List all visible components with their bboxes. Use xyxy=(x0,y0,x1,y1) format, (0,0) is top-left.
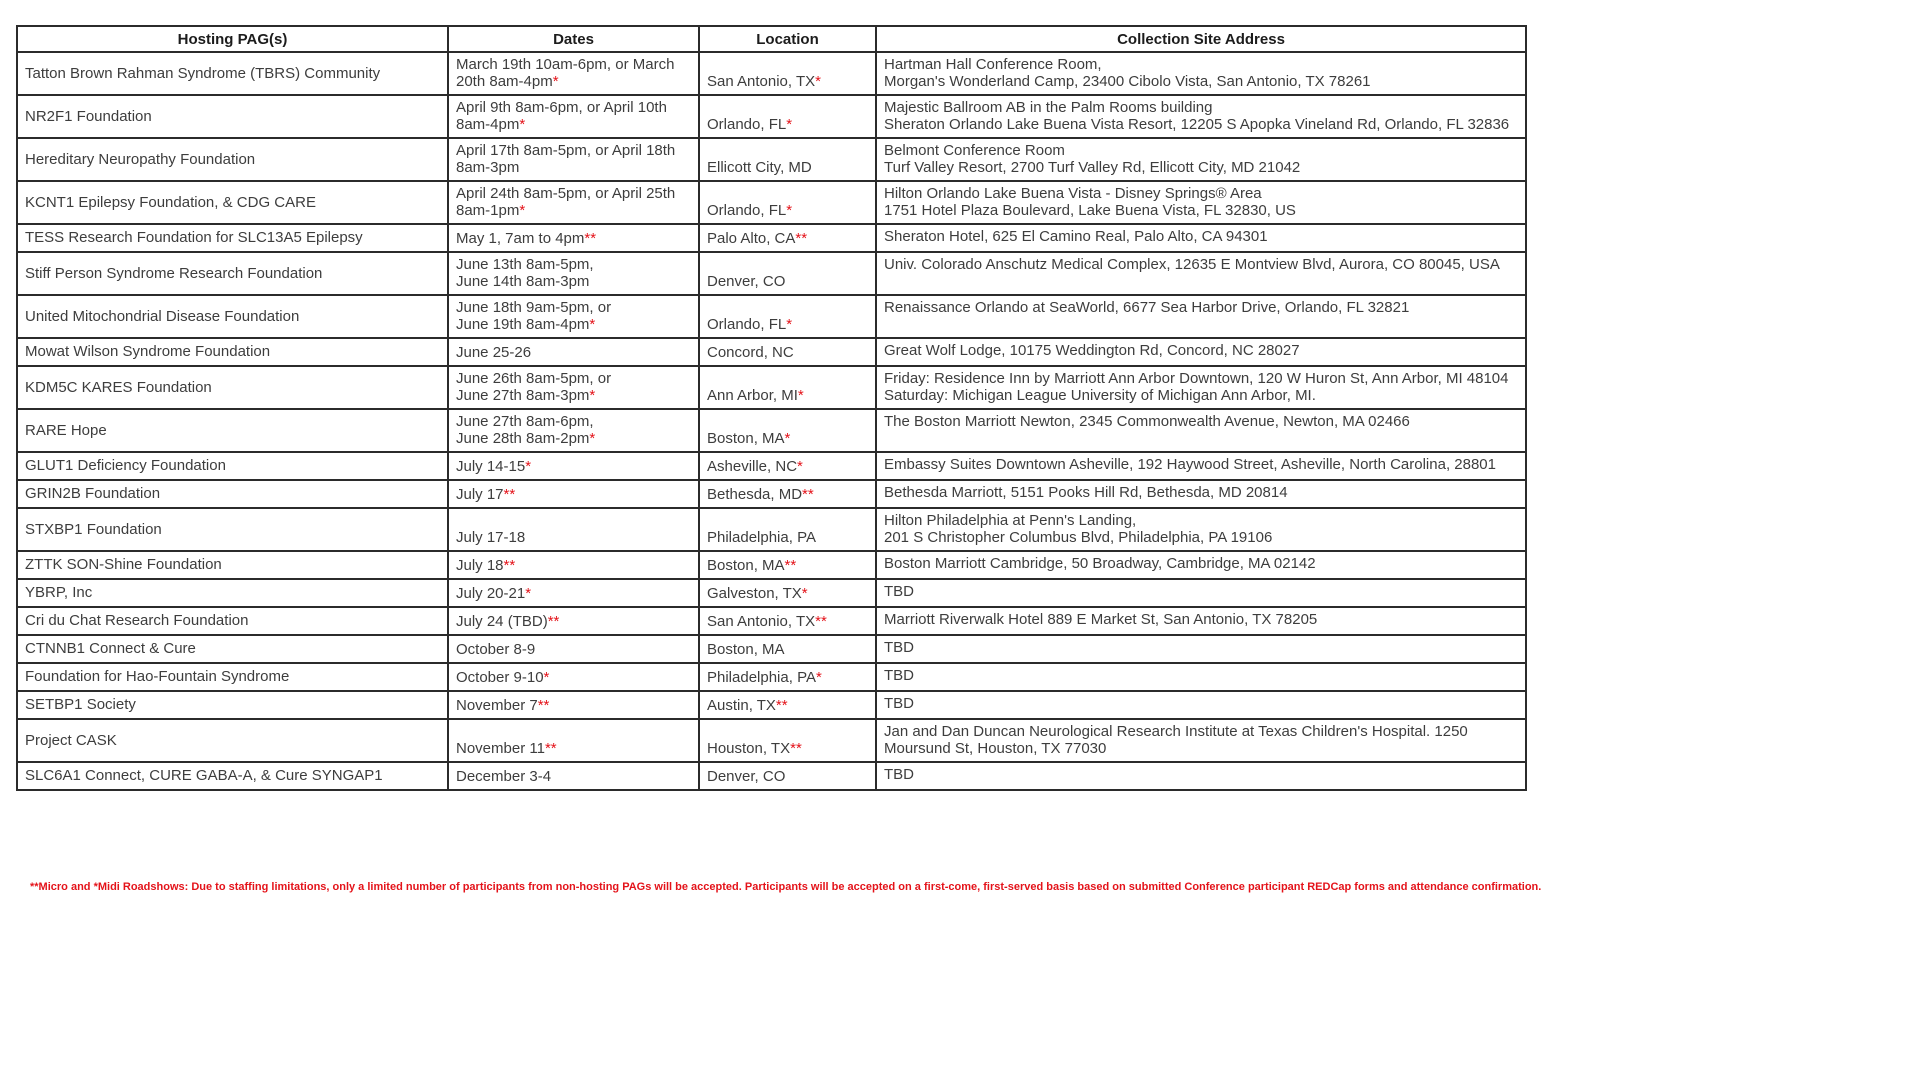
roadshow-type-asterisk: ** xyxy=(547,613,560,630)
cell-address: TBD xyxy=(876,579,1526,607)
roadshow-type-asterisk: * xyxy=(525,585,532,602)
cell-location: Denver, CO xyxy=(699,762,876,790)
roadshow-type-asterisk: ** xyxy=(775,697,788,714)
table-row xyxy=(17,138,1526,181)
table-row xyxy=(17,663,1526,691)
cell-address: Hilton Orlando Lake Buena Vista - Disney Springs® Area 1751 Hotel Plaza Boulevard, Lake Buena Vista, FL 32830, US xyxy=(876,181,1526,224)
cell-pag: SLC6A1 Connect, CURE GABA-A, & Cure SYNGAP1 xyxy=(17,762,448,790)
table-header-row xyxy=(17,26,1526,52)
cell-location: Asheville, NC* xyxy=(699,452,876,480)
table-row xyxy=(17,95,1526,138)
roadshow-type-asterisk: ** xyxy=(544,740,557,757)
cell-pag: KDM5C KARES Foundation xyxy=(17,366,448,409)
roadshow-type-asterisk: ** xyxy=(503,486,516,503)
table-row xyxy=(17,691,1526,719)
table-row xyxy=(17,480,1526,508)
roadshow-type-asterisk: * xyxy=(552,73,559,90)
column-header-location: Location xyxy=(699,26,876,52)
cell-pag: YBRP, Inc xyxy=(17,579,448,607)
cell-location: Orlando, FL* xyxy=(699,95,876,138)
cell-location: San Antonio, TX** xyxy=(699,607,876,635)
table-row xyxy=(17,579,1526,607)
cell-address: Hilton Philadelphia at Penn's Landing, 201 S Christopher Columbus Blvd, Philadelphia, PA 19106 xyxy=(876,508,1526,551)
table-row xyxy=(17,409,1526,452)
roadshow-type-asterisk: * xyxy=(525,458,532,475)
cell-dates: July 20-21* xyxy=(448,579,699,607)
roadshow-type-asterisk: ** xyxy=(503,557,516,574)
roadshow-table xyxy=(16,25,1527,791)
roadshow-type-asterisk: * xyxy=(801,585,808,602)
cell-location: Palo Alto, CA** xyxy=(699,224,876,252)
cell-address: Jan and Dan Duncan Neurological Research Institute at Texas Children's Hospital. 1250 Moursund St, Houston, TX 77030 xyxy=(876,719,1526,762)
roadshow-type-asterisk: * xyxy=(784,430,791,447)
table-row xyxy=(17,366,1526,409)
cell-address: Boston Marriott Cambridge, 50 Broadway, Cambridge, MA 02142 xyxy=(876,551,1526,579)
cell-pag: Stiff Person Syndrome Research Foundation xyxy=(17,252,448,295)
roadshow-type-asterisk: ** xyxy=(802,486,814,503)
cell-pag: Cri du Chat Research Foundation xyxy=(17,607,448,635)
cell-dates: July 17** xyxy=(448,480,699,508)
cell-pag: KCNT1 Epilepsy Foundation, & CDG CARE xyxy=(17,181,448,224)
cell-location: Ann Arbor, MI* xyxy=(699,366,876,409)
roadshow-table-body xyxy=(17,52,1526,790)
roadshow-type-asterisk: * xyxy=(797,458,803,475)
cell-address: TBD xyxy=(876,663,1526,691)
cell-address: Renaissance Orlando at SeaWorld, 6677 Sea Harbor Drive, Orlando, FL 32821 xyxy=(876,295,1526,338)
cell-dates: May 1, 7am to 4pm** xyxy=(448,224,699,252)
page xyxy=(0,25,1920,1080)
cell-address: Sheraton Hotel, 625 El Camino Real, Palo Alto, CA 94301 xyxy=(876,224,1526,252)
cell-pag: STXBP1 Foundation xyxy=(17,508,448,551)
roadshow-type-asterisk: ** xyxy=(815,613,827,630)
table-row xyxy=(17,295,1526,338)
column-header-dates: Dates xyxy=(448,26,699,52)
cell-location: Galveston, TX* xyxy=(699,579,876,607)
cell-address: Embassy Suites Downtown Asheville, 192 Haywood Street, Asheville, North Carolina, 28801 xyxy=(876,452,1526,480)
roadshow-type-asterisk: * xyxy=(543,669,550,686)
cell-address: TBD xyxy=(876,635,1526,663)
cell-dates: November 11** xyxy=(448,719,699,762)
cell-address: TBD xyxy=(876,762,1526,790)
cell-dates: July 14-15* xyxy=(448,452,699,480)
cell-pag: Hereditary Neuropathy Foundation xyxy=(17,138,448,181)
cell-pag: Tatton Brown Rahman Syndrome (TBRS) Community xyxy=(17,52,448,95)
cell-dates: November 7** xyxy=(448,691,699,719)
cell-pag: Foundation for Hao-Fountain Syndrome xyxy=(17,663,448,691)
roadshow-type-asterisk: * xyxy=(589,430,596,447)
cell-location: Denver, CO xyxy=(699,252,876,295)
cell-address: Belmont Conference Room Turf Valley Resort, 2700 Turf Valley Rd, Ellicott City, MD 21042 xyxy=(876,138,1526,181)
roadshow-type-asterisk: ** xyxy=(790,740,802,757)
cell-location: Austin, TX** xyxy=(699,691,876,719)
cell-dates: April 24th 8am-5pm, or April 25th 8am-1pm* xyxy=(448,181,699,224)
cell-pag: CTNNB1 Connect & Cure xyxy=(17,635,448,663)
table-row xyxy=(17,508,1526,551)
cell-dates: July 24 (TBD)** xyxy=(448,607,699,635)
cell-address: Hartman Hall Conference Room, Morgan's Wonderland Camp, 23400 Cibolo Vista, San Antonio, TX 78261 xyxy=(876,52,1526,95)
table-row xyxy=(17,52,1526,95)
cell-address: Marriott Riverwalk Hotel 889 E Market St, San Antonio, TX 78205 xyxy=(876,607,1526,635)
cell-location: San Antonio, TX* xyxy=(699,52,876,95)
cell-location: Boston, MA xyxy=(699,635,876,663)
roadshow-type-asterisk: * xyxy=(786,316,793,333)
cell-dates: December 3-4 xyxy=(448,762,699,790)
cell-pag: Mowat Wilson Syndrome Foundation xyxy=(17,338,448,366)
cell-location: Ellicott City, MD xyxy=(699,138,876,181)
table-row xyxy=(17,607,1526,635)
cell-dates: June 18th 9am-5pm, or June 19th 8am-4pm* xyxy=(448,295,699,338)
cell-pag: SETBP1 Society xyxy=(17,691,448,719)
table-row xyxy=(17,224,1526,252)
roadshow-type-asterisk: ** xyxy=(537,697,550,714)
cell-location: Orlando, FL* xyxy=(699,181,876,224)
table-row xyxy=(17,762,1526,790)
cell-dates: March 19th 10am-6pm, or March 20th 8am-4pm* xyxy=(448,52,699,95)
cell-location: Boston, MA** xyxy=(699,551,876,579)
cell-location: Boston, MA* xyxy=(699,409,876,452)
roadshow-type-asterisk: ** xyxy=(795,230,808,247)
table-row xyxy=(17,181,1526,224)
table-row xyxy=(17,338,1526,366)
cell-address: Friday: Residence Inn by Marriott Ann Arbor Downtown, 120 W Huron St, Ann Arbor, MI 48104 Saturday: Michigan League University of Michigan Ann Arbor, MI. xyxy=(876,366,1526,409)
roadshow-type-asterisk: * xyxy=(519,116,526,133)
cell-location: Bethesda, MD** xyxy=(699,480,876,508)
table-row xyxy=(17,719,1526,762)
roadshow-type-asterisk: * xyxy=(815,73,821,90)
cell-pag: United Mitochondrial Disease Foundation xyxy=(17,295,448,338)
cell-dates: April 17th 8am-5pm, or April 18th 8am-3pm xyxy=(448,138,699,181)
cell-location: Philadelphia, PA* xyxy=(699,663,876,691)
cell-pag: ZTTK SON-Shine Foundation xyxy=(17,551,448,579)
cell-pag: Project CASK xyxy=(17,719,448,762)
footnote-roadshow-policy: **Micro and *Midi Roadshows: Due to staffing limitations, only a limited number of participants from non-hosting PAGs will be accepted. Participants will be accepted on a first-come, first-served basis based on submitted Conference participant REDCap forms and attendance confirmation. xyxy=(30,881,1542,893)
cell-location: Concord, NC xyxy=(699,338,876,366)
roadshow-type-asterisk: * xyxy=(589,316,596,333)
cell-address: The Boston Marriott Newton, 2345 Commonwealth Avenue, Newton, MA 02466 xyxy=(876,409,1526,452)
roadshow-type-asterisk: ** xyxy=(784,557,797,574)
cell-pag: NR2F1 Foundation xyxy=(17,95,448,138)
cell-dates: June 25-26 xyxy=(448,338,699,366)
cell-location: Orlando, FL* xyxy=(699,295,876,338)
cell-dates: October 8-9 xyxy=(448,635,699,663)
cell-address: Univ. Colorado Anschutz Medical Complex, 12635 E Montview Blvd, Aurora, CO 80045, USA xyxy=(876,252,1526,295)
column-header-pag: Hosting PAG(s) xyxy=(17,26,448,52)
table-row xyxy=(17,452,1526,480)
cell-address: Great Wolf Lodge, 10175 Weddington Rd, Concord, NC 28027 xyxy=(876,338,1526,366)
roadshow-type-asterisk: * xyxy=(815,669,822,686)
cell-dates: June 27th 8am-6pm, June 28th 8am-2pm* xyxy=(448,409,699,452)
roadshow-type-asterisk: * xyxy=(786,116,793,133)
roadshow-type-asterisk: ** xyxy=(584,230,597,247)
cell-dates: July 18** xyxy=(448,551,699,579)
roadshow-type-asterisk: * xyxy=(589,387,596,404)
cell-dates: April 9th 8am-6pm, or April 10th 8am-4pm* xyxy=(448,95,699,138)
cell-pag: GLUT1 Deficiency Foundation xyxy=(17,452,448,480)
table-row xyxy=(17,551,1526,579)
table-row xyxy=(17,252,1526,295)
cell-pag: TESS Research Foundation for SLC13A5 Epilepsy xyxy=(17,224,448,252)
cell-location: Houston, TX** xyxy=(699,719,876,762)
column-header-address: Collection Site Address xyxy=(876,26,1526,52)
cell-address: Majestic Ballroom AB in the Palm Rooms building Sheraton Orlando Lake Buena Vista Resort, 12205 S Apopka Vineland Rd, Orlando, FL 32836 xyxy=(876,95,1526,138)
roadshow-type-asterisk: * xyxy=(786,202,793,219)
cell-dates: June 26th 8am-5pm, or June 27th 8am-3pm* xyxy=(448,366,699,409)
cell-pag: GRIN2B Foundation xyxy=(17,480,448,508)
roadshow-type-asterisk: * xyxy=(519,202,526,219)
cell-dates: October 9-10* xyxy=(448,663,699,691)
roadshow-type-asterisk: * xyxy=(797,387,804,404)
cell-dates: June 13th 8am-5pm, June 14th 8am-3pm xyxy=(448,252,699,295)
cell-pag: RARE Hope xyxy=(17,409,448,452)
table-row xyxy=(17,635,1526,663)
cell-location: Philadelphia, PA xyxy=(699,508,876,551)
cell-address: TBD xyxy=(876,691,1526,719)
cell-dates: July 17-18 xyxy=(448,508,699,551)
cell-address: Bethesda Marriott, 5151 Pooks Hill Rd, Bethesda, MD 20814 xyxy=(876,480,1526,508)
